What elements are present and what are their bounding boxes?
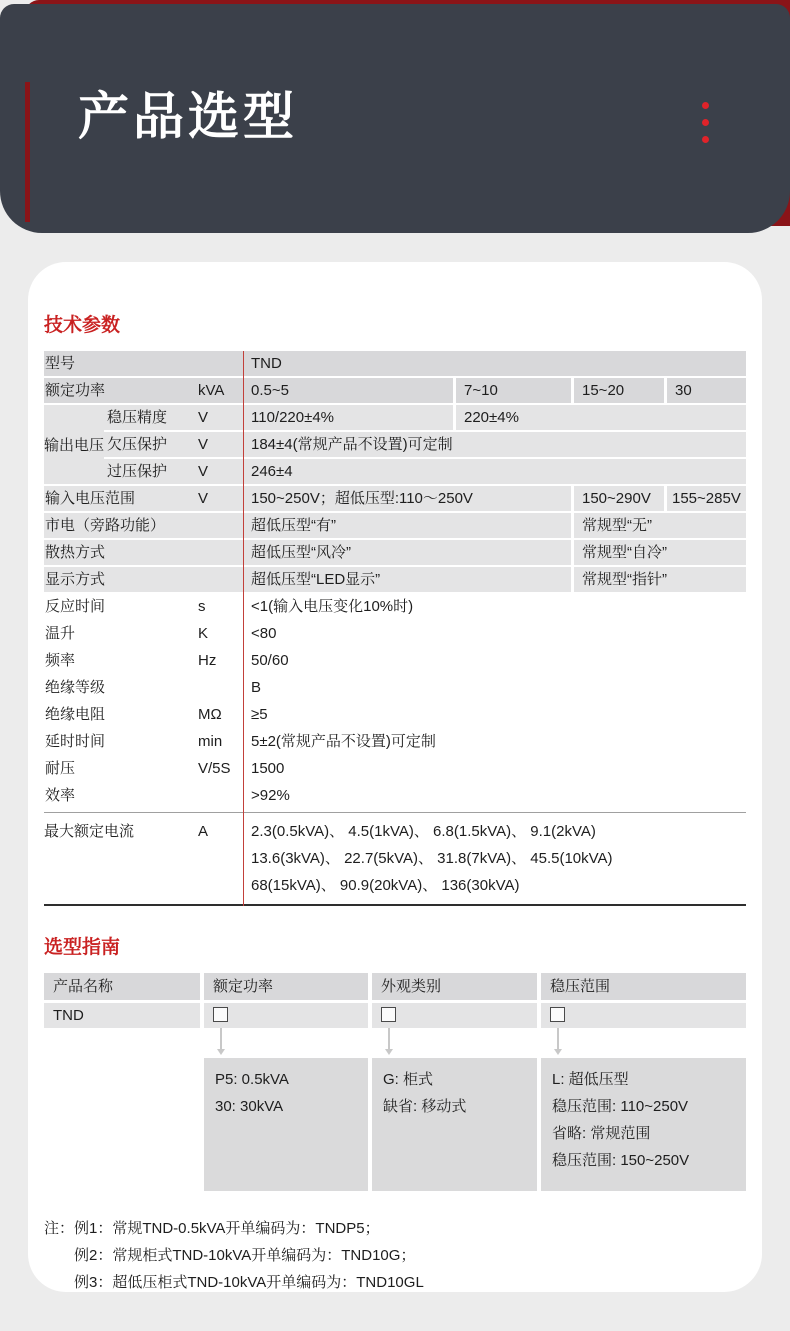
dot-icon [702, 102, 709, 109]
guide-connectors [44, 1028, 746, 1058]
checkbox-icon [213, 1007, 228, 1022]
table-row [44, 729, 746, 754]
table-red-divider [243, 351, 244, 906]
row-value: TND [243, 351, 746, 376]
selection-guide-table [44, 973, 746, 1028]
power-options-box: P5: 0.5kVA 30: 30kVA [204, 1058, 368, 1191]
row-label: 绝缘电阻 MΩ [45, 706, 222, 723]
row-value: 150~290V [574, 486, 664, 511]
column-header: 稳压范围 [541, 973, 746, 1000]
banner [0, 4, 790, 233]
tech-params-table [44, 351, 746, 906]
notes-prefix: 注： [44, 1220, 75, 1237]
table-row [44, 567, 746, 592]
guide-option-boxes [204, 1058, 746, 1191]
table-separator [44, 812, 746, 813]
column-header: 外观类别 [372, 973, 537, 1000]
row-label: 最大额定电流 A [44, 823, 209, 840]
row-value: 110/220±4% [243, 405, 453, 430]
row-value: 220±4% [456, 405, 746, 430]
row-value: ≥5 [251, 706, 268, 723]
row-label: 欠压保护 V [104, 432, 243, 457]
row-label: 温升 K [45, 625, 209, 642]
row-label: 耐压 V/5S [45, 760, 231, 777]
row-value: <1(输入电压变化10%时) [251, 598, 414, 615]
dot-icon [702, 136, 709, 143]
column-header: 产品名称 [44, 973, 200, 1000]
group-label: 输出电压 [44, 405, 104, 484]
row-value: 155~285V [667, 486, 746, 511]
range-options-box: L: 超低压型 稳压范围: 110~250V 省略: 常规范围 稳压范围: 150~250V [541, 1058, 746, 1191]
table-row [44, 351, 746, 376]
table-row [44, 594, 746, 619]
output-voltage-group [44, 405, 746, 484]
row-label: 显示方式 [44, 567, 243, 592]
decorative-dots-icon [702, 102, 709, 153]
row-label: 散热方式 [44, 540, 243, 565]
product-name-cell: TND [44, 1003, 200, 1028]
row-value: 超低压型“有” [243, 513, 571, 538]
table-row [44, 540, 746, 565]
table-row [104, 459, 746, 484]
row-value: 1500 [251, 760, 285, 777]
row-value: 30 [667, 378, 746, 403]
row-value: 0.5~5 [243, 378, 453, 403]
row-label: 延时时间 min [45, 733, 223, 750]
table-bottom-border [44, 904, 746, 906]
appearance-options-box: G: 柜式 缺省: 移动式 [372, 1058, 537, 1191]
row-label: 反应时间 s [45, 598, 206, 615]
table-row [44, 621, 746, 646]
table-row [44, 702, 746, 727]
column-header: 额定功率 [204, 973, 368, 1000]
row-value: 常规型“自冷” [574, 540, 746, 565]
row-value: 150~250V；超低压型:110～250V [243, 486, 571, 511]
arrow-down-icon [388, 1028, 390, 1049]
content-card [28, 262, 762, 1292]
table-row [44, 378, 746, 403]
note-line: 例1：常规TND-0.5kVA开单编码为：TNDP5； [74, 1220, 380, 1237]
row-value: 5±2(常规产品不设置)可定制 [251, 733, 436, 750]
table-row [104, 405, 746, 430]
row-label: 型号 [44, 351, 243, 376]
table-row [44, 486, 746, 511]
table-row [44, 756, 746, 781]
arrow-down-icon [220, 1028, 222, 1049]
row-label: 市电（旁路功能） [44, 513, 243, 538]
code-placeholder-cell [541, 1003, 746, 1028]
guide-product-row [44, 1003, 746, 1028]
table-row [104, 432, 746, 457]
code-placeholder-cell [204, 1003, 368, 1028]
dot-icon [702, 119, 709, 126]
row-value: 7~10 [456, 378, 571, 403]
table-row [44, 648, 746, 673]
row-value: 常规型“指针” [574, 567, 746, 592]
row-label: 过压保护 V [104, 459, 243, 484]
row-value: 15~20 [574, 378, 664, 403]
row-value: B [251, 679, 262, 696]
row-label: 额定功率 kVA [44, 378, 243, 403]
table-row [44, 818, 746, 899]
row-value: 2.3(0.5kVA)、 4.5(1kVA)、 6.8(1.5kVA)、 9.1(2kVA) 13.6(3kVA)、 22.7(5kVA)、 31.8(7kVA)、 45.5(10kVA) 68(15kVA)、 90.9(20kVA)、 136(30kVA) [251, 823, 613, 894]
row-value: 常规型“无” [574, 513, 746, 538]
table-row [44, 783, 746, 808]
note-line: 例2：常规柜式TND-10kVA开单编码为：TND10G； [74, 1247, 416, 1264]
note-line: 例3：超低压柜式TND-10kVA开单编码为：TND10GL [74, 1274, 424, 1291]
row-label: 绝缘等级 [45, 679, 106, 696]
row-label: 稳压精度 V [104, 405, 243, 430]
checkbox-icon [550, 1007, 565, 1022]
arrow-down-icon [557, 1028, 559, 1049]
row-value: 超低压型“LED显示” [243, 567, 571, 592]
row-value: >92% [251, 787, 290, 804]
row-value: 246±4 [243, 459, 746, 484]
row-value: 50/60 [251, 652, 289, 669]
table-row [44, 513, 746, 538]
row-value: 184±4(常规产品不设置)可定制 [243, 432, 746, 457]
selection-guide-title: 选型指南 [44, 937, 121, 958]
footnotes [44, 1215, 746, 1296]
guide-header-row [44, 973, 746, 1000]
tech-params-title: 技术参数 [44, 315, 121, 336]
row-value: 超低压型“风冷” [243, 540, 571, 565]
table-row [44, 675, 746, 700]
row-label: 效率 [45, 787, 76, 804]
row-label: 频率 Hz [45, 652, 217, 669]
code-placeholder-cell [372, 1003, 537, 1028]
row-label: 输入电压范围 V [44, 486, 243, 511]
red-accent-bar [25, 82, 30, 222]
page-title: 产品选型 [78, 88, 299, 145]
checkbox-icon [381, 1007, 396, 1022]
row-value: <80 [251, 625, 277, 642]
